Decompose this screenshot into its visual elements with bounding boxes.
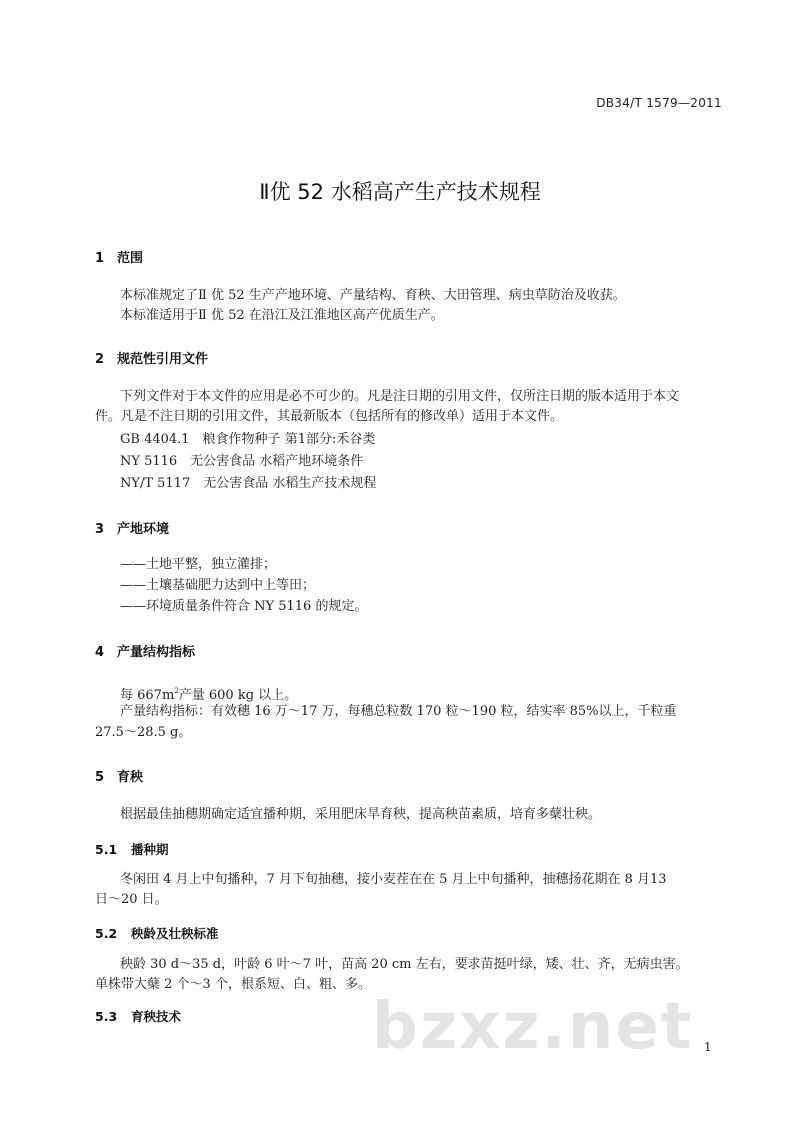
document-title: Ⅱ优 52 水稻高产生产技术规程	[259, 180, 541, 204]
subsection-title: 育秧技术	[131, 1009, 182, 1024]
subsection-5-2-heading	[95, 924, 219, 942]
subsection-title: 秧龄及壮秧标准	[131, 926, 219, 941]
section-title: 范围	[117, 251, 144, 266]
text-fragment: 产量 600 kg 以上。	[178, 688, 298, 703]
text-fragment: 每 667m	[120, 688, 175, 703]
section-number: 1	[95, 251, 105, 266]
subsection-number: 5.3	[95, 1009, 118, 1024]
section-4-heading	[95, 641, 195, 660]
list-item: ——环境质量条件符合 NY 5116 的规定。	[120, 599, 368, 614]
list-item: ——土地平整，独立灌排；	[120, 557, 277, 572]
superscript: 2	[174, 687, 179, 695]
section-number: 4	[95, 645, 105, 660]
page-number: 1	[704, 1040, 712, 1054]
paragraph-line: 冬闲田 4 月上中旬播种，7 月下旬抽穗，接小麦茬在在 5 月上中旬播种，抽穗扬花期在 8 月13	[120, 872, 667, 887]
list-item: ——土壤基础肥力达到中上等田；	[120, 578, 316, 593]
section-number: 3	[95, 522, 105, 537]
paragraph-line: 产量结构指标：有效穗 16 万～17 万，每穗总粒数 170 粒～190 粒，结实率 85%以上，千粒重	[120, 704, 677, 719]
watermark: bzxz.net	[372, 990, 694, 1064]
paragraph-line: 秧龄 30 d～35 d，叶龄 6 叶～7 叶，苗高 20 cm 左右，要求苗挺叶绿，矮、壮、齐，无病虫害。	[120, 957, 689, 972]
paragraph: 本标准适用于Ⅱ 优 52 在沿江及江淮地区高产优质生产。	[120, 308, 444, 323]
paragraph-line: 单株带大蘖 2 个～3 个，根系短、白、粗、多。	[95, 977, 371, 992]
section-title: 产地环境	[117, 522, 170, 537]
reference-item: NY/T 5117 无公害食品 水稻生产技术规程	[120, 476, 377, 491]
subsection-5-1-heading	[95, 840, 169, 858]
paragraph-line: 日～20 日。	[95, 892, 168, 907]
section-title: 育秧	[117, 770, 144, 785]
section-number: 2	[95, 352, 105, 367]
subsection-5-3-heading	[95, 1007, 181, 1025]
subsection-number: 5.1	[95, 842, 118, 857]
paragraph-line: 27.5～28.5 g。	[95, 725, 192, 740]
section-2-heading	[95, 348, 208, 367]
subsection-title: 播种期	[131, 842, 169, 857]
section-3-heading	[95, 518, 169, 537]
subsection-number: 5.2	[95, 926, 118, 941]
paragraph: 本标准规定了Ⅱ 优 52 生产产地环境、产量结构、育秧、大田管理、病虫草防治及收获。	[120, 288, 626, 303]
paragraph: 根据最佳抽穗期确定适宜播种期，采用肥床旱育秧，提高秧苗素质，培育多蘖壮秧。	[120, 807, 602, 822]
reference-item: GB 4404.1 粮食作物种子 第1部分:禾谷类	[120, 432, 376, 447]
section-1-heading	[95, 247, 143, 266]
paragraph-line: 下列文件对于本文件的应用是必不可少的。凡是注日期的引用文件，仅所注日期的版本适用于本文	[120, 389, 680, 404]
section-title: 产量结构指标	[117, 645, 196, 660]
standard-number: DB34/T 1579—2011	[596, 96, 722, 110]
reference-item: NY 5116 无公害食品 水稻产地环境条件	[120, 454, 364, 469]
paragraph-line: 件。凡是不注日期的引用文件，其最新版本（包括所有的修改单）适用于本文件。	[95, 409, 564, 424]
section-number: 5	[95, 770, 105, 785]
section-5-heading	[95, 766, 143, 785]
section-title: 规范性引用文件	[117, 352, 209, 367]
